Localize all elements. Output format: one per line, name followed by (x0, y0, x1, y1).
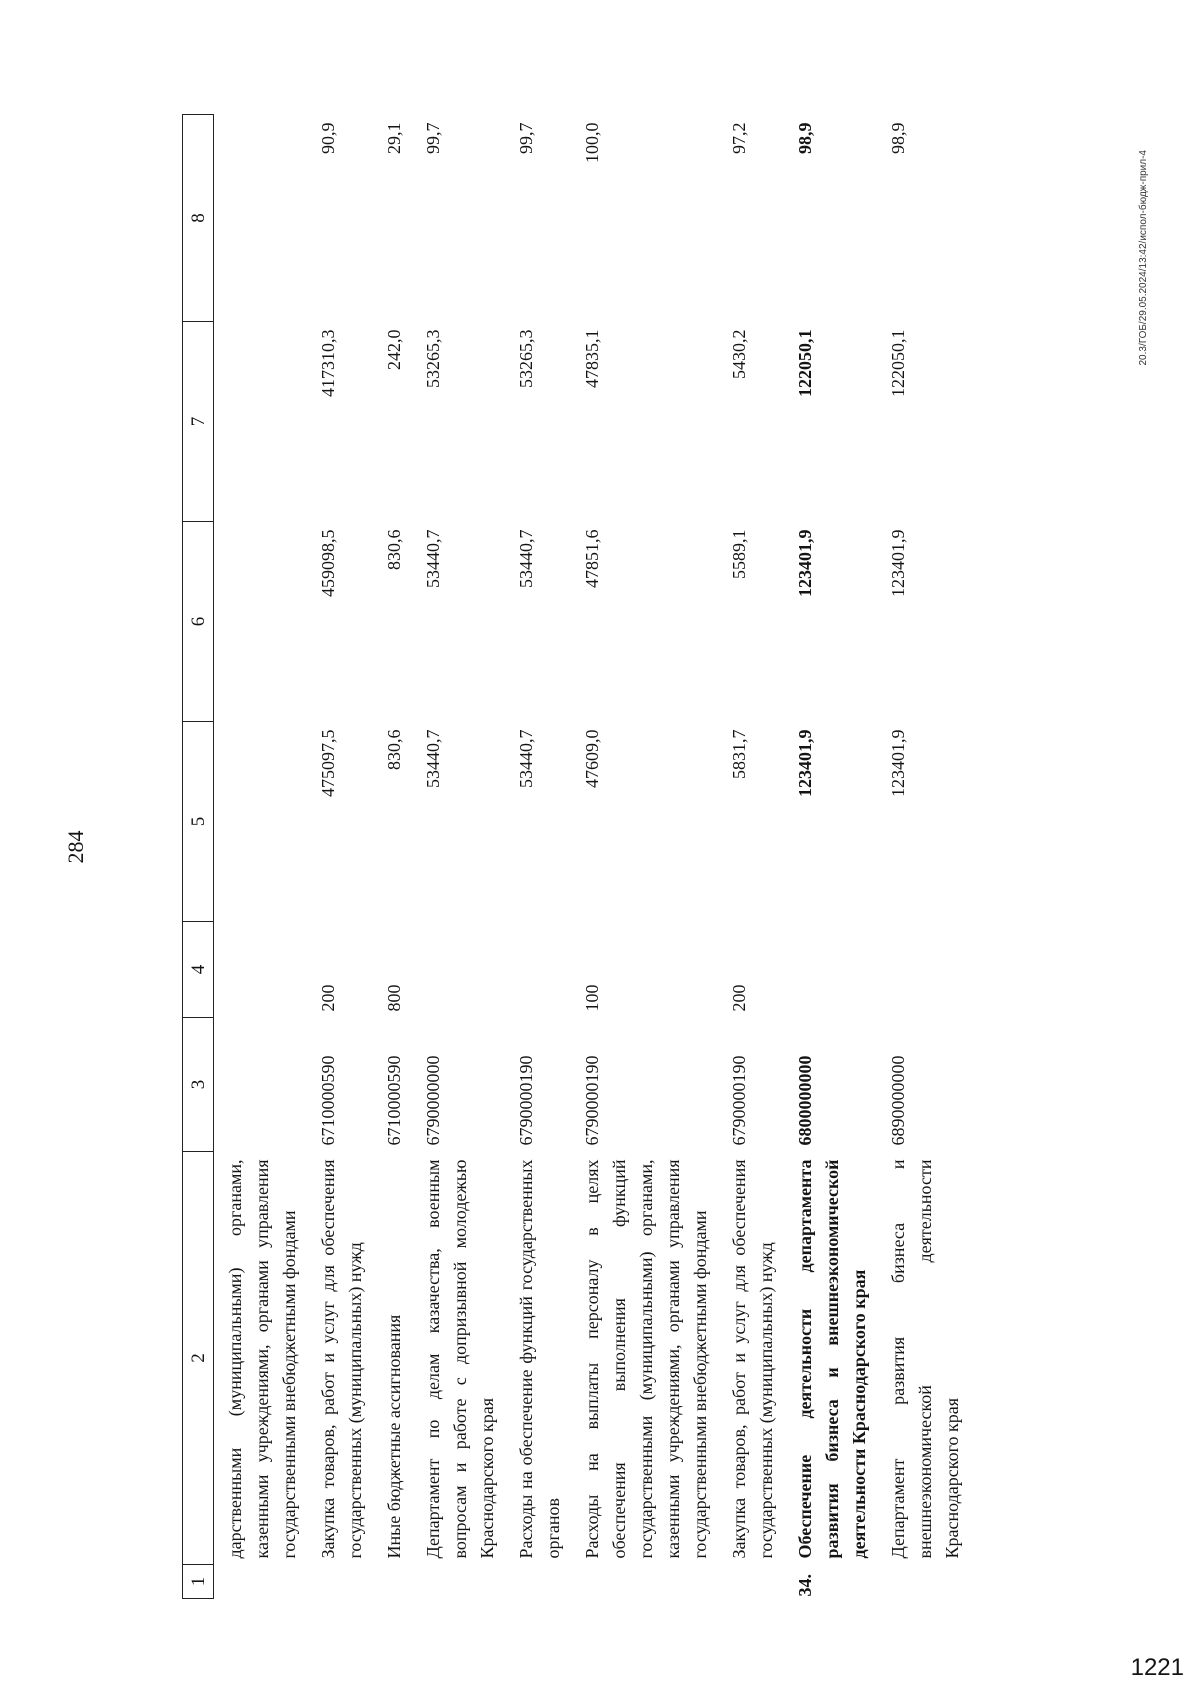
row-col8: 100,0 (582, 122, 602, 163)
row-col8: 29,1 (384, 122, 404, 154)
row-col5: 5831,7 (729, 729, 749, 779)
row-code: 6790000190 (516, 1055, 536, 1146)
row-col7: 242,0 (384, 329, 404, 370)
row-code (214, 1018, 316, 1152)
row-number (579, 1565, 726, 1599)
table-row-section-total (792, 115, 885, 1599)
row-name: Департамент развития бизнеса и внешнеэкономической деятельности Краснодарского края (888, 1159, 962, 1559)
row-number (726, 1565, 792, 1599)
row-col7: 122050,1 (888, 329, 908, 397)
col-header-5: 5 (183, 722, 214, 922)
col-header-8: 8 (183, 115, 214, 322)
row-col5: 123401,9 (888, 729, 908, 797)
col-header-7: 7 (183, 322, 214, 522)
row-col8 (214, 115, 316, 322)
row-number (885, 1565, 978, 1599)
row-col5: 53440,7 (423, 729, 443, 788)
row-name: Закупка товаров, работ и услуг для обеспечения государственных (муниципальных) нужд (729, 1159, 776, 1559)
col-header-4: 4 (183, 922, 214, 1018)
row-col8: 97,2 (729, 122, 749, 154)
row-code: 6800000000 (795, 1055, 815, 1146)
row-col7: 53265,3 (516, 329, 536, 388)
row-col8: 98,9 (888, 122, 908, 154)
row-col6: 459098,5 (318, 529, 338, 597)
row-code: 6890000000 (888, 1055, 908, 1146)
row-name: Обеспечение деятельности департамента развития бизнеса и внешнеэкономической деятельности Краснодарского края (795, 1159, 869, 1559)
table-row (513, 115, 579, 1599)
row-col5: 475097,5 (318, 729, 338, 797)
row-expense-type (420, 922, 513, 1018)
row-name: Закупка товаров, работ и услуг для обеспечения государственных (муниципальных) нужд (318, 1159, 365, 1559)
row-col5: 53440,7 (516, 729, 536, 788)
page-number: 284 (63, 830, 88, 864)
table-row (726, 115, 792, 1599)
row-col5 (214, 722, 316, 922)
row-col8: 90,9 (318, 122, 338, 154)
row-col6: 5589,1 (729, 529, 749, 579)
col-header-2: 2 (183, 1152, 214, 1565)
table-row (420, 115, 513, 1599)
row-name: Расходы на выплаты персоналу в целях обеспечения выполнения функций государственными (муниципальными) органами, казенными учреждениями, органами управления государственными внебюджетными фондами (582, 1159, 710, 1559)
row-col8: 98,9 (795, 122, 815, 154)
row-number (214, 1565, 316, 1599)
row-name: Иные бюджетные ассигнования (384, 1314, 404, 1559)
footer-document-path: 20.3/ГОБ/29.05.2024/13:42/испол-бюдж-прил-4 (1138, 150, 1149, 366)
row-name: Департамент по делам казачества, военным вопросам и работе с допризывной молодежью Краснодарского края (423, 1159, 497, 1559)
table-row (381, 115, 420, 1599)
scan-page-number: 1221 (1130, 1654, 1184, 1681)
table-row (885, 115, 978, 1599)
row-code: 6790000000 (423, 1055, 443, 1146)
row-col6: 830,6 (384, 529, 404, 570)
row-expense-type: 200 (318, 984, 338, 1012)
col-header-6: 6 (183, 522, 214, 722)
row-expense-type (792, 922, 885, 1018)
row-col7: 417310,3 (318, 329, 338, 397)
row-col7 (214, 322, 316, 522)
row-expense-type (214, 922, 316, 1018)
row-col5: 123401,9 (795, 729, 815, 797)
header-row (183, 115, 214, 1599)
table-row (315, 115, 381, 1599)
row-code: 6790000190 (729, 1055, 749, 1146)
row-col8: 99,7 (423, 122, 443, 154)
row-number (381, 1565, 420, 1599)
row-col5: 830,6 (384, 729, 404, 770)
row-name: дарственными (муниципальными) органами, казенными учреждениями, органами управления государственными внебюджетными фондами (225, 1159, 299, 1559)
table-row (214, 115, 316, 1599)
row-col6: 53440,7 (423, 529, 443, 588)
row-col7: 47835,1 (582, 329, 602, 388)
row-col7: 122050,1 (795, 329, 815, 397)
row-expense-type: 200 (729, 984, 749, 1012)
row-expense-type (885, 922, 978, 1018)
row-code: 6710000590 (318, 1055, 338, 1146)
row-col8: 99,7 (516, 122, 536, 154)
row-col6 (214, 522, 316, 722)
row-col6: 53440,7 (516, 529, 536, 588)
col-header-1: 1 (183, 1565, 214, 1599)
row-number (513, 1565, 579, 1599)
row-name: Расходы на обеспечение функций государственных органов (516, 1159, 563, 1559)
row-col6: 123401,9 (795, 529, 815, 597)
row-col6: 47851,6 (582, 529, 602, 588)
row-col5: 47609,0 (582, 729, 602, 788)
col-header-3: 3 (183, 1018, 214, 1152)
row-code: 6790000190 (582, 1055, 602, 1146)
budget-table (182, 114, 978, 1599)
table-row (579, 115, 726, 1599)
row-code: 6710000590 (384, 1055, 404, 1146)
row-expense-type (513, 922, 579, 1018)
row-col6: 123401,9 (888, 529, 908, 597)
row-expense-type: 800 (384, 984, 404, 1012)
row-number (420, 1565, 513, 1599)
row-col7: 5430,2 (729, 329, 749, 379)
row-expense-type: 100 (582, 984, 602, 1012)
row-number: 34. (795, 1574, 815, 1597)
row-col7: 53265,3 (423, 329, 443, 388)
row-number (315, 1565, 381, 1599)
